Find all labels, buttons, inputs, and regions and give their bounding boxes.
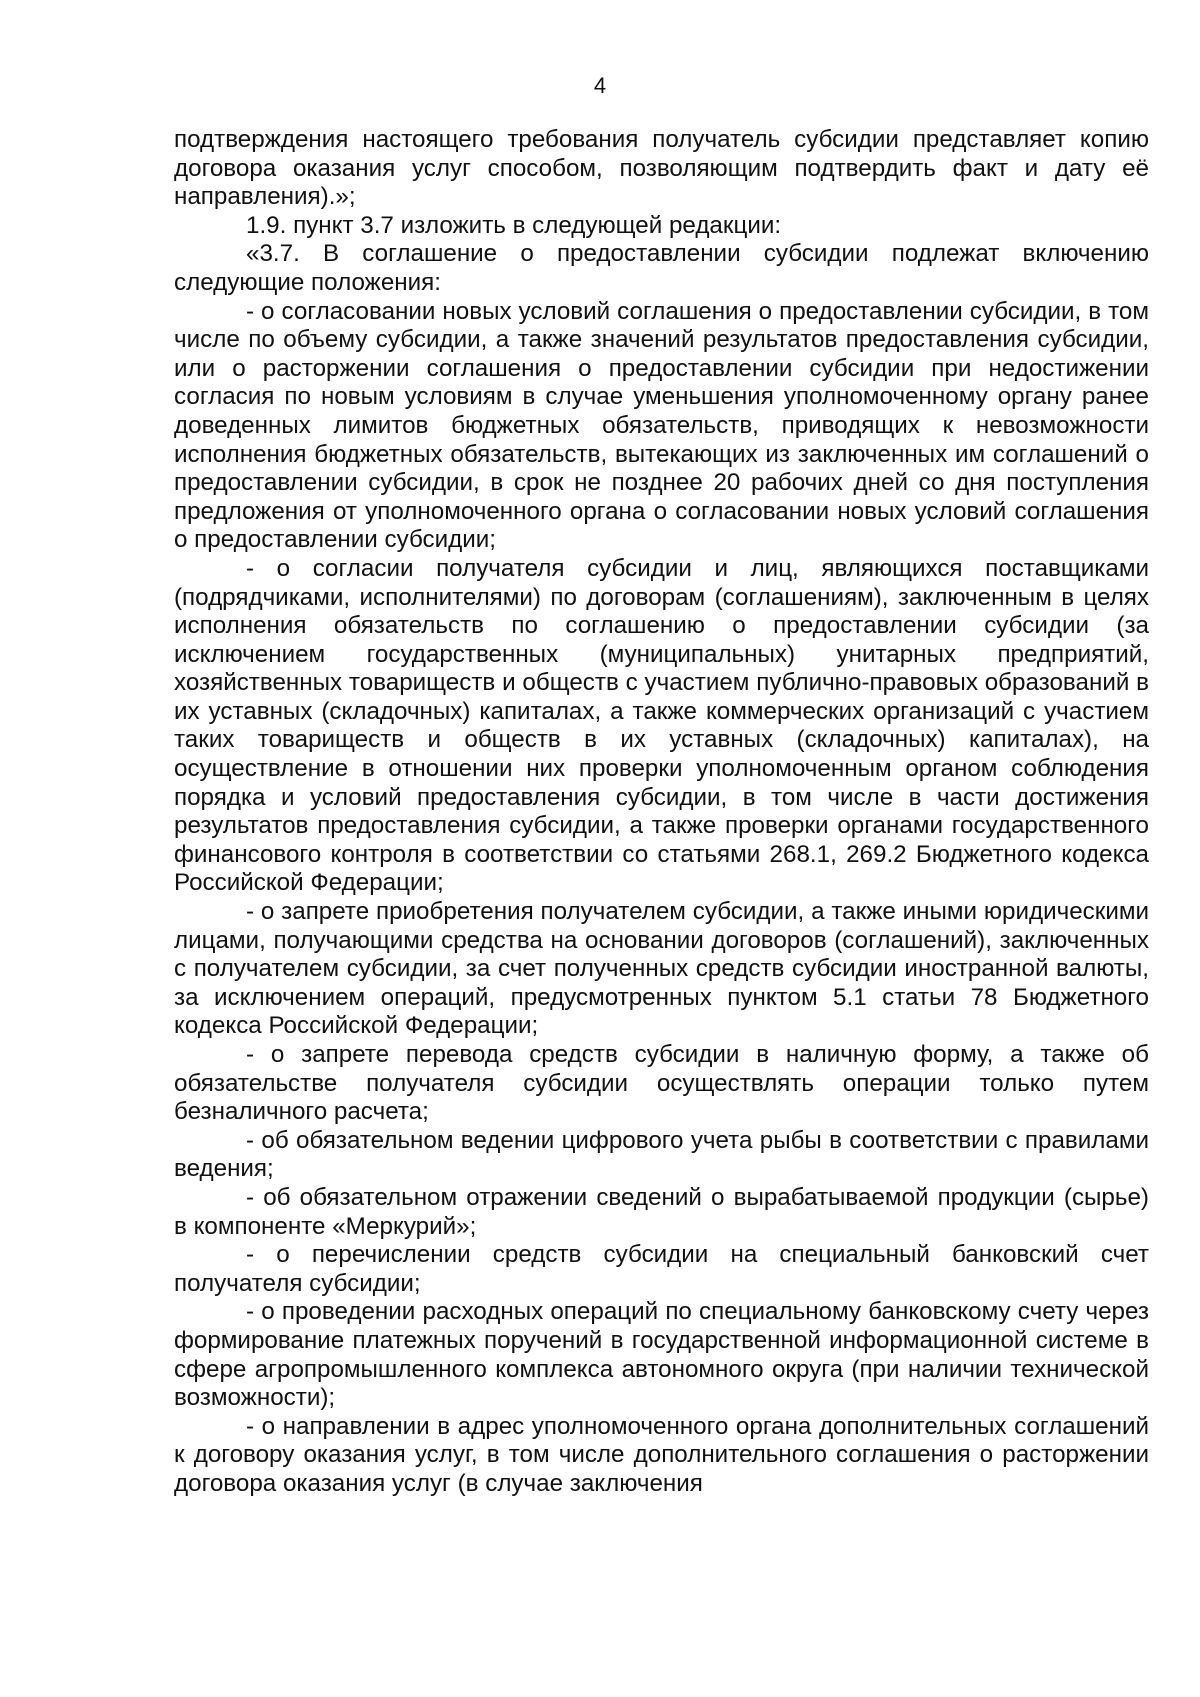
list-item: - об обязательном отражении сведений о вырабатываемой продукции (сырье) в компоненте «Меркурий»;	[174, 1183, 1149, 1240]
list-item: - о перечислении средств субсидии на специальный банковский счет получателя субсидии;	[174, 1241, 1149, 1297]
list-item: - о направлении в адрес уполномоченного органа дополнительных соглашений к договору оказания услуг, в том числе дополнительного соглашения о расторжении договора оказания услуг (в случае заключения	[174, 1412, 1149, 1497]
list-item: - о согласии получателя субсидии и лиц, являющихся поставщиками (подрядчиками, исполнителями) по договорам (соглашениям), заключенным в целях исполнения обязательств по соглашению о предоставлении субсидии (за исключением государственных (муниципальных) унитарных предприятий, хозяйственных товариществ и обществ с участием публично-правовых образований в их уставных (складочных) капиталах, а также коммерческих организаций с участием таких товариществ и обществ в их уставных (складочных) капиталах), на осуществление в отношении них проверки уполномоченным органом соблюдения порядка и условий предоставления субсидии, в том числе в части достижения результатов предоставления субсидии, а также проверки органами государственного финансового контроля в соответствии со статьями 268.1, 269.2 Бюджетного кодекса Российской Федерации;	[174, 554, 1149, 897]
paragraph: 1.9. пункт 3.7 изложить в следующей редакции:	[246, 211, 782, 239]
list-item: - о запрете перевода средств субсидии в наличную форму, а также об обязательстве получателя субсидии осуществлять операции только путем безналичного расчета;	[174, 1041, 1149, 1126]
list-item: - о согласовании новых условий соглашения о предоставлении субсидии, в том числе по объему субсидии, а также значений результатов предоставления субсидии, или о расторжении соглашения о предоставлении субсидии при недостижении согласия по новым условиям в случае уменьшения уполномоченному органу ранее доведенных лимитов бюджетных обязательств, приводящих к невозможности исполнения бюджетных обязательств, вытекающих из заключенных им соглашений о предоставлении субсидии, в срок не позднее 20 рабочих дней со дня поступления предложения от уполномоченного органа о согласовании новых условий соглашения о предоставлении субсидии;	[174, 297, 1149, 554]
document-body	[174, 126, 1149, 1499]
paragraph: «3.7. В соглашение о предоставлении субсидии подлежат включению следующие положения:	[174, 240, 1149, 296]
paragraph: подтверждения настоящего требования получатель субсидии представляет копию договора оказания услуг способом, позволяющим подтвердить факт и дату её направления).»;	[174, 126, 1149, 211]
list-item: - об обязательном ведении цифрового учета рыбы в соответствии с правилами ведения;	[174, 1126, 1149, 1183]
page-number: 4	[593, 73, 607, 98]
list-item: - о запрете приобретения получателем субсидии, а также иными юридическими лицами, получающими средства на основании договоров (соглашений), заключенных с получателем субсидии, за счет полученных средств субсидии иностранной валюты, за исключением операций, предусмотренных пунктом 5.1 статьи 78 Бюджетного кодекса Российской Федерации;	[174, 898, 1149, 1040]
list-item: - о проведении расходных операций по специальному банковскому счету через формирование платежных поручений в государственной информационной системе в сфере агропромышленного комплекса автономного округа (при наличии технической возможности);	[174, 1298, 1149, 1412]
